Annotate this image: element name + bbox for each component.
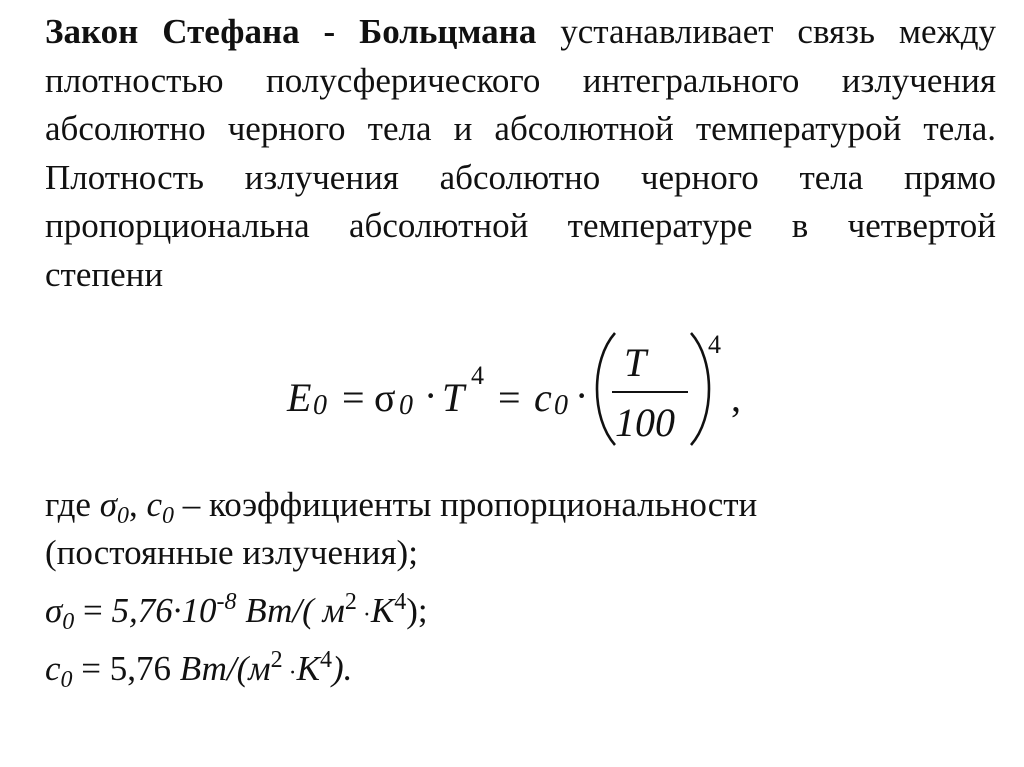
explanation-text-2: (постоянные излучения); [45, 533, 418, 572]
coefficients-explanation-2 [45, 535, 418, 570]
c-unit-k: K [296, 649, 320, 688]
c-unit-end: ). [331, 649, 353, 688]
sigma-mantissa: 5,76 [111, 591, 173, 630]
sigma-value-symbol: σ [45, 591, 63, 630]
c-value-number: 5,76 [109, 649, 172, 688]
c-symbol: c [146, 485, 163, 524]
sigma-subscript: 0 [116, 503, 129, 529]
coefficients-explanation [45, 485, 758, 529]
formula-comma: , [731, 375, 741, 420]
law-name: Закон Стефана - Больцмана [45, 12, 537, 51]
sigma-symbol: σ [99, 485, 117, 524]
where-word: где [45, 485, 100, 524]
formula-equals-1: = [342, 375, 365, 420]
c-unit: Вт/(м [171, 649, 271, 688]
formula-E-subscript: 0 [313, 390, 327, 421]
sigma-unit: Вт/( м [236, 591, 345, 630]
sigma-unit-end: ); [406, 591, 428, 630]
c-value-line [45, 647, 353, 693]
formula-T-exponent: 4 [471, 361, 484, 390]
formula-outer-exponent: 4 [708, 330, 721, 359]
sigma-dot: · [172, 591, 182, 630]
c-value-subscript: 0 [60, 667, 73, 693]
sigma-value-line [45, 589, 428, 635]
sigma-unit-dot: · [356, 602, 371, 628]
intro-text: устанавливает связь между плотностью полусферического интегрального излучения абсолютно черного тела и абсолютной температурой тела. Плотность излучения абсолютно черного тела прямо пропорциональна абсолютной температуре в четвертой степени [45, 12, 997, 294]
formula-fraction-numerator: T [624, 340, 647, 385]
c-unit-k-exponent: 4 [319, 647, 332, 673]
c-subscript: 0 [162, 503, 175, 529]
sigma-value-equals: = [74, 591, 112, 630]
sigma-base: 10 [181, 591, 217, 630]
formula-fraction-denominator: 100 [615, 400, 675, 445]
separator: , [128, 485, 147, 524]
formula-dot-2: · [575, 373, 589, 418]
formula-sigma: σ [374, 375, 396, 420]
explanation-text: – коэффициенты пропорциональности [174, 485, 758, 524]
formula-dot-1: · [424, 373, 438, 418]
formula-E: E [287, 375, 312, 420]
formula-sigma-subscript: 0 [399, 390, 413, 421]
c-value-equals: = [72, 649, 110, 688]
sigma-unit-k: K [370, 591, 395, 630]
c-value-symbol: c [45, 649, 61, 688]
formula-equals-2: = [498, 375, 521, 420]
c-unit-dot: · [282, 660, 297, 686]
formula-T: T [442, 375, 465, 420]
sigma-unit-k-exponent: 4 [394, 589, 407, 615]
sigma-value-subscript: 0 [62, 609, 75, 635]
formula-c: c [534, 375, 552, 420]
formula-c-subscript: 0 [554, 390, 568, 421]
formula-fraction-bar [612, 391, 688, 393]
sigma-exponent: -8 [216, 589, 237, 615]
sigma-unit-exponent: 2 [344, 589, 357, 615]
c-unit-exponent: 2 [270, 647, 283, 673]
